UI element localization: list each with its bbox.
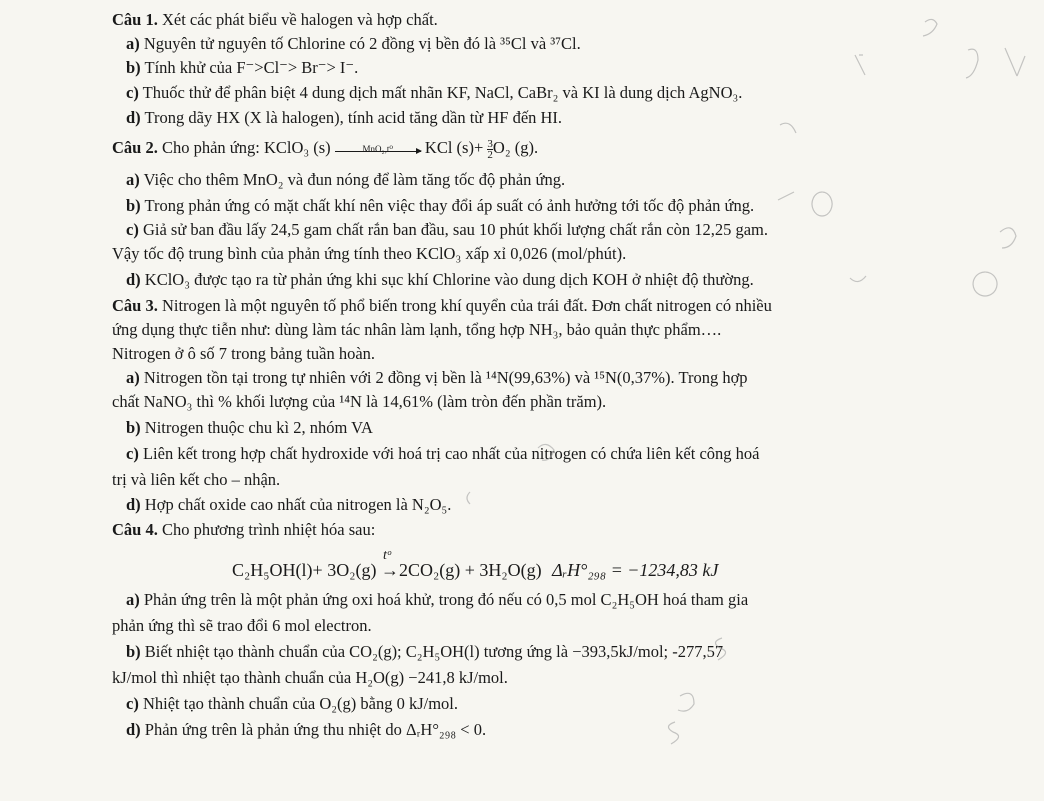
- q4-d: [126, 720, 486, 740]
- q2-b-text: Trong phản ứng có mặt chất khí nên việc thay đổi áp suất có ảnh hưởng tới tốc độ phản ứng.: [140, 196, 755, 215]
- thermo-equation: [232, 548, 719, 580]
- q3-a-cont: chất NaNO₃ thì % khối lượng của ¹⁴N là 14,61% (làm tròn đến phần trăm).: [112, 392, 607, 411]
- scribble-12: [467, 492, 470, 504]
- q1-c: [126, 83, 742, 103]
- q1-b-label: b): [126, 58, 141, 77]
- scribble-13: [678, 693, 694, 711]
- q4-c-text: Nhiệt tạo thành chuẩn của O₂(g) bằng 0 kJ/mol.: [138, 694, 458, 713]
- q2-a-text: Việc cho thêm MnO₂ và đun nóng để làm tăng tốc độ phản ứng.: [139, 170, 566, 189]
- q1-a-text: Nguyên tử nguyên tố Chlorine có 2 đồng vị bền đó là ³⁵Cl và ³⁷Cl.: [139, 34, 581, 53]
- q1-d-text: Trong dãy HX (X là halogen), tính acid tăng dần từ HF đến HI.: [140, 108, 563, 127]
- q1-d-label: d): [126, 108, 141, 127]
- q3-b-text: Nitrogen thuộc chu kì 2, nhóm VA: [140, 418, 373, 437]
- q2-stem: Cho phản ứng: KClO₃ (s): [157, 138, 331, 157]
- q3-d: [126, 495, 451, 515]
- scribble-5: [780, 123, 796, 133]
- q2-d: [126, 270, 754, 290]
- scribble-6: [812, 192, 832, 216]
- q2-title: Câu 2.: [112, 138, 158, 157]
- q4-c: [126, 694, 458, 714]
- scribble-2: [966, 49, 978, 78]
- scribble-3: [1005, 48, 1025, 76]
- q4-b: [126, 642, 723, 662]
- scribble-8: [1000, 228, 1016, 248]
- q4-c-label: c): [126, 694, 139, 713]
- scribble-7: [778, 192, 794, 200]
- frac-num: 3: [487, 137, 493, 150]
- q2-c-text: Giả sử ban đầu lấy 24,5 gam chất rắn ban đầu, sau 10 phút khối lượng chất rắn còn 12,25 gam.: [138, 220, 768, 239]
- q2-product2: O₂ (g).: [492, 138, 539, 157]
- q1-d: [126, 108, 562, 128]
- eq-arrow: [380, 548, 542, 580]
- q3-stem: Nitrogen là một nguyên tố phổ biến trong khí quyển của trái đất. Đơn chất nitrogen có nhiều: [157, 296, 772, 315]
- q3-stem3: Nitrogen ở ô số 7 trong bảng tuần hoàn.: [112, 344, 376, 363]
- q2-a-label: a): [126, 170, 140, 189]
- q1-title: Câu 1.: [112, 10, 158, 29]
- q4-a-cont: phản ứng thì sẽ trao đổi 6 mol electron.: [112, 616, 372, 635]
- eq-reactants: C₂H₅OH(l)+ 3O₂(g): [232, 560, 377, 580]
- q4-b-label: b): [126, 642, 141, 661]
- q4-b-text: Biết nhiệt tạo thành chuẩn của CO₂(g); C₂H₅OH(l) tương ứng là −393,5kJ/mol; -277,57: [140, 642, 724, 661]
- q3-c-cont: trị và liên kết cho – nhận.: [112, 470, 281, 489]
- q2-c-label: c): [126, 220, 139, 239]
- q4-title: Câu 4.: [112, 520, 158, 539]
- q1-c-label: c): [126, 83, 139, 102]
- frac-den: 2: [487, 148, 493, 161]
- q1-b-text: Tính khử của F⁻>Cl⁻> Br⁻> I⁻.: [140, 58, 359, 77]
- q2-b-label: b): [126, 196, 141, 215]
- eq-enthalpy: ΔᵣH°₂₉₈ = −1234,83 kJ: [552, 560, 719, 580]
- q3-c-label: c): [126, 444, 139, 463]
- scribble-10: [850, 276, 866, 282]
- q3-c-text: Liên kết trong hợp chất hydroxide với hoá trị cao nhất của nitrogen có chứa liên kết công hoá: [138, 444, 760, 463]
- q3-c: [126, 444, 759, 464]
- q1-b: [126, 58, 358, 78]
- q3-a-text: Nitrogen tồn tại trong tự nhiên với 2 đồng vị bền là ¹⁴N(99,63%) và ¹⁵N(0,37%). Trong hợp: [139, 368, 748, 387]
- q4-stem-line: [112, 520, 375, 540]
- arrow-condition: MnO₂,t⁰: [362, 143, 394, 154]
- q3-stem2: ứng dụng thực tiễn như: dùng làm tác nhân làm lạnh, tổng hợp NH₃, bảo quản thực phẩm….: [112, 320, 722, 339]
- q2-stem-line: [112, 138, 538, 160]
- q1-c-text: Thuốc thử để phân biệt 4 dung dịch mất nhãn KF, NaCl, CaBr₂ và KI là dung dịch AgNO₃.: [138, 83, 743, 102]
- q1-a-label: a): [126, 34, 140, 53]
- q2-product: KCl (s)+: [424, 138, 484, 157]
- scribble-15: [668, 722, 678, 744]
- reaction-arrow: [335, 143, 421, 154]
- q2-b: [126, 196, 754, 216]
- q3-a: [126, 368, 748, 388]
- q2-c-cont: Vậy tốc độ trung bình của phản ứng tính theo KClO₃ xấp xỉ 0,026 (mol/phút).: [112, 244, 627, 263]
- q4-a-text: Phản ứng trên là một phản ứng oxi hoá khử, trong đó nếu có 0,5 mol C₂H₅OH hoá tham gia: [139, 590, 749, 609]
- eq-temp-symbol: tᵒ: [382, 548, 391, 563]
- q4-a: [126, 590, 748, 610]
- eq-products: →2CO₂(g) + 3H₂O(g): [380, 560, 542, 580]
- q2-d-label: d): [126, 270, 141, 289]
- q4-stem: Cho phương trình nhiệt hóa sau:: [157, 520, 376, 539]
- scribble-9: [973, 272, 997, 296]
- q1-a: [126, 34, 581, 54]
- q3-d-text: Hợp chất oxide cao nhất của nitrogen là N₂O₅.: [140, 495, 452, 514]
- q4-a-label: a): [126, 590, 140, 609]
- q3-a-label: a): [126, 368, 140, 387]
- q3-title: Câu 3.: [112, 296, 158, 315]
- q4-d-label: d): [126, 720, 141, 739]
- q3-b-label: b): [126, 418, 141, 437]
- q1-stem: Xét các phát biểu về halogen và hợp chất.: [157, 10, 438, 29]
- scribble-4: [855, 55, 865, 75]
- q3-stem-line: [112, 296, 772, 316]
- scribble-1: [923, 19, 937, 36]
- q4-d-text: Phản ứng trên là phản ứng thu nhiệt do ΔᵣH°₂₉₈ < 0.: [140, 720, 487, 739]
- q3-d-label: d): [126, 495, 141, 514]
- q4-b-cont: kJ/mol thì nhiệt tạo thành chuẩn của H₂O(g) −241,8 kJ/mol.: [112, 668, 508, 687]
- q2-c: [126, 220, 768, 240]
- q3-b: [126, 418, 373, 438]
- q2-d-text: KClO₃ được tạo ra từ phản ứng khi sục khí Chlorine vào dung dịch KOH ở nhiệt độ thường.: [140, 270, 754, 289]
- q1-stem-line: [112, 10, 438, 30]
- q2-a: [126, 170, 565, 190]
